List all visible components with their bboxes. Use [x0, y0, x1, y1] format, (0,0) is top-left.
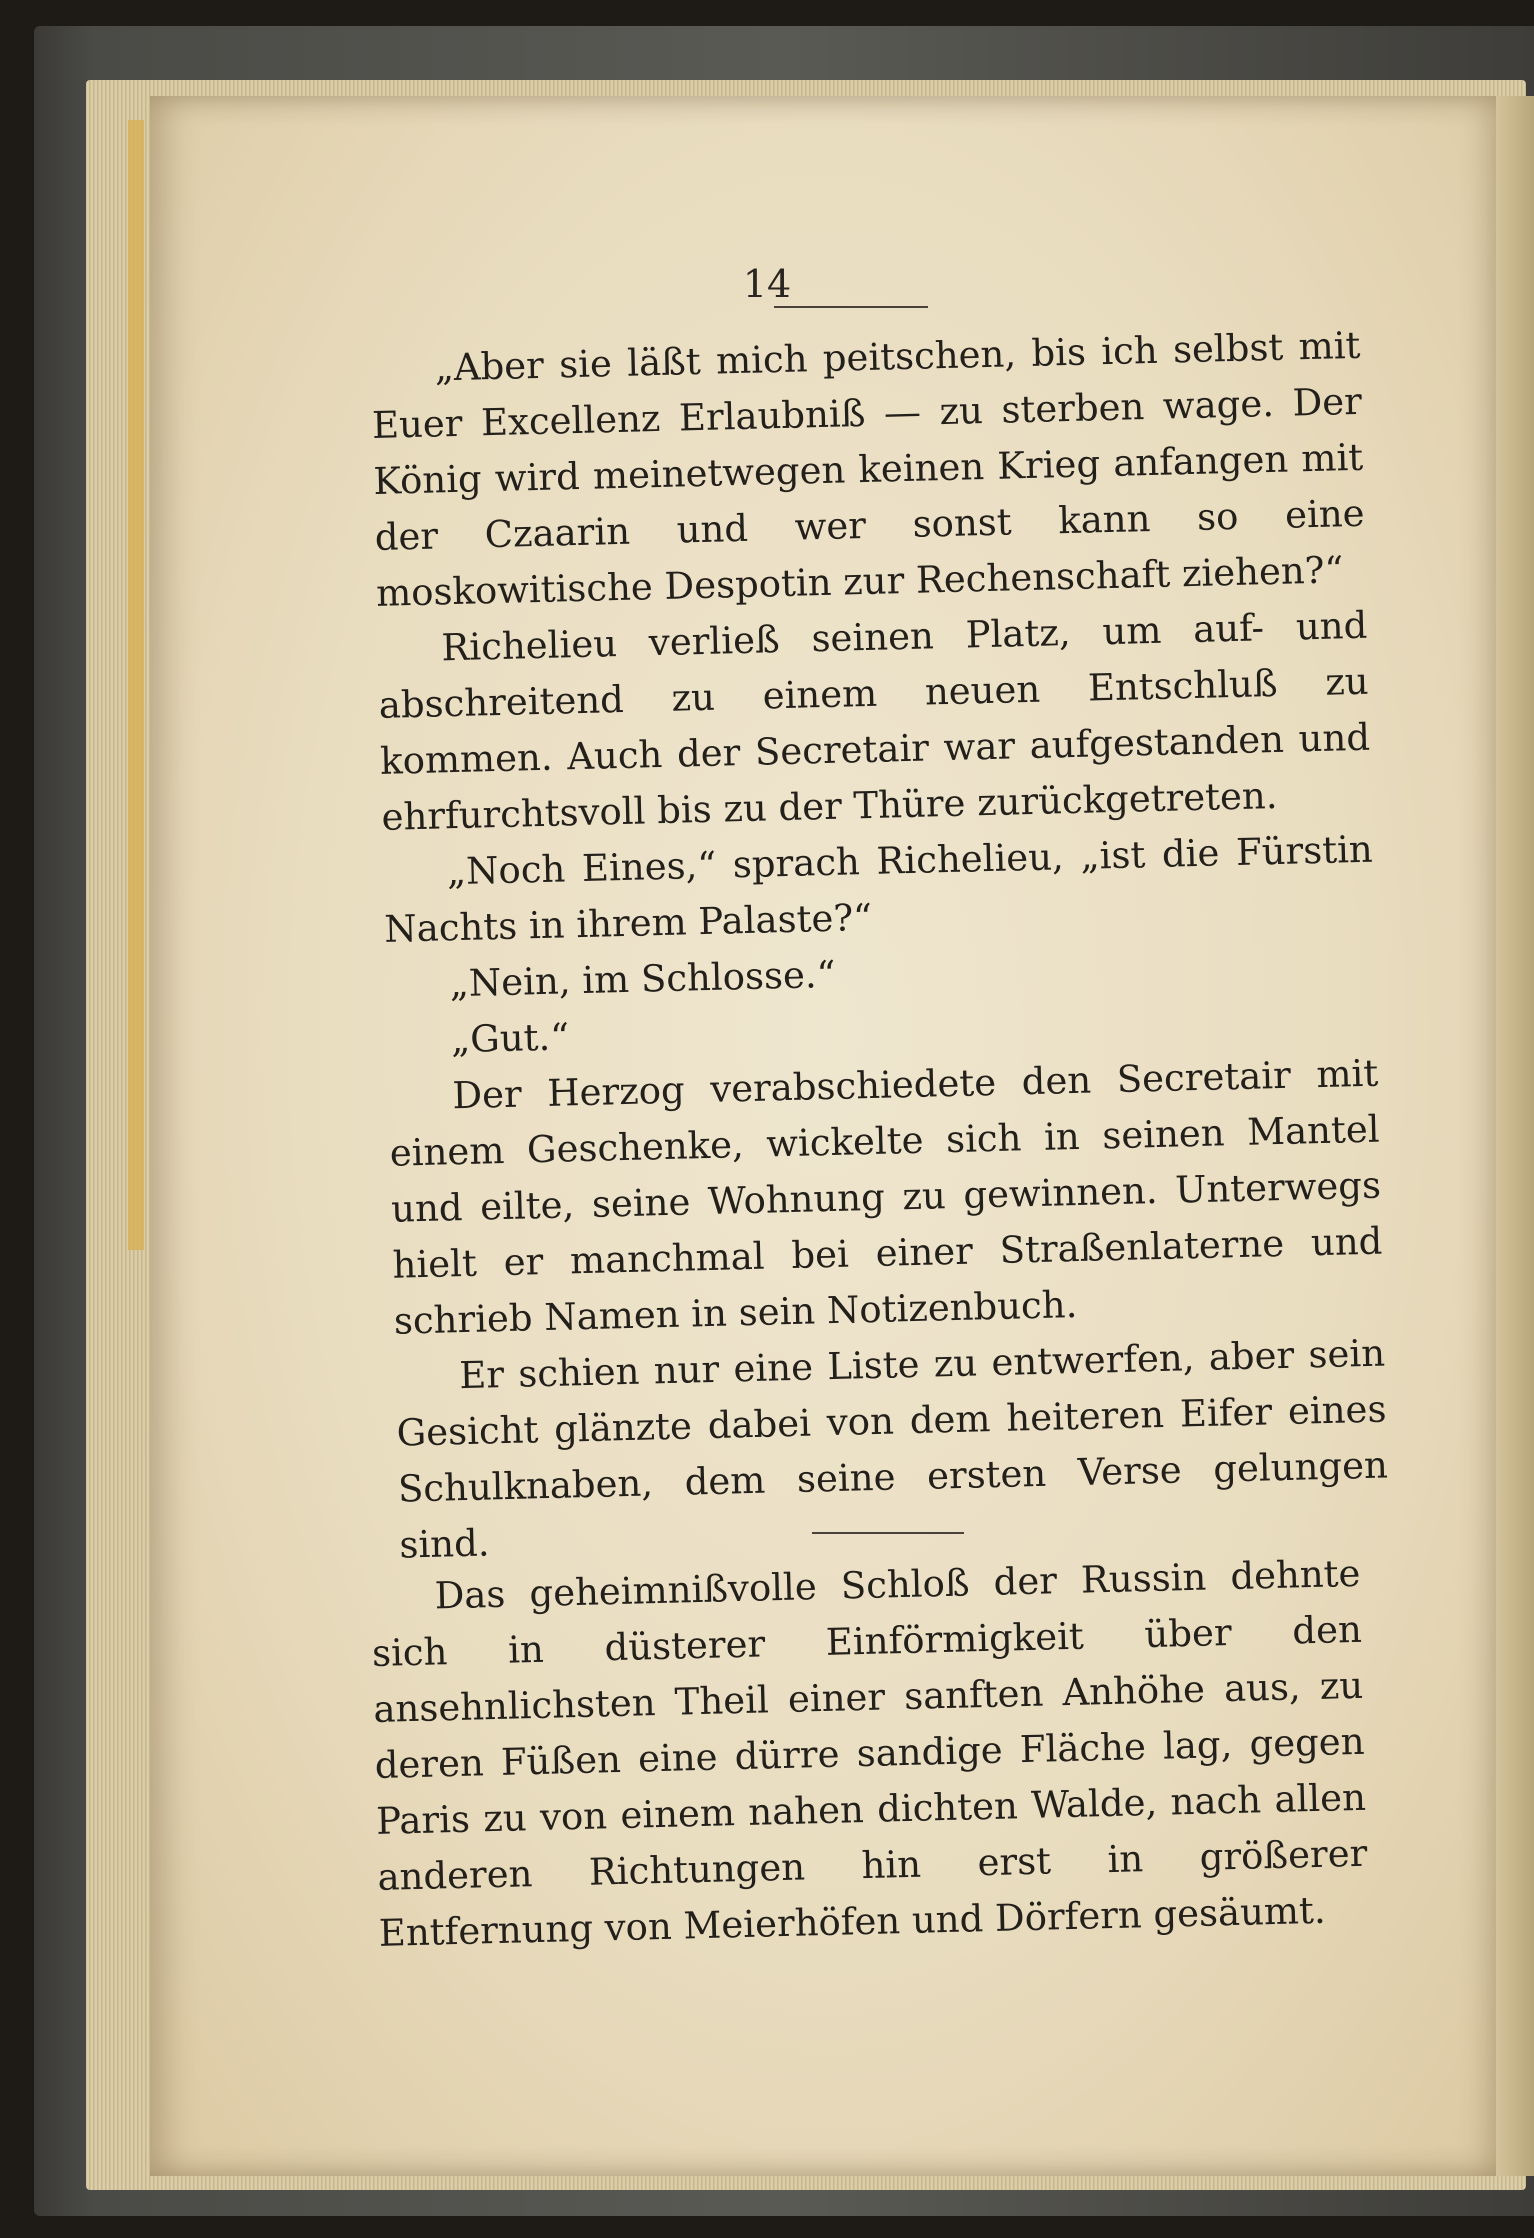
- paragraph: Der Herzog verabschiedete den Secretair mit einem Geschenke, wickelte sich in seinen Mantel und eilte, seine Wohnung zu gewinnen. Unterwegs hielt er manchmal bei einer Straßenlaterne und schrieb Namen in sein Notizenbuch.: [389, 1051, 1383, 1343]
- section-divider: [812, 1532, 964, 1534]
- paragraph: Richelieu verließ seinen Platz, um auf- und abschreitend zu einem neuen Entschluß zu kommen. Auch der Secretair war aufgestanden und ehrfurchtsvoll bis zu der Thüre zurückgetreten.: [378, 603, 1371, 839]
- header-rule: [774, 306, 928, 308]
- text-block-bottom: [370, 1546, 1369, 1962]
- paragraph: „Noch Eines,“ sprach Richelieu, „ist die Fürstin Nachts in ihrem Palaste?“: [383, 827, 1374, 951]
- paragraph: „Gut.“: [450, 1015, 570, 1062]
- paragraph: „Nein, im Schlosse.“: [449, 952, 836, 1006]
- text-block-top: [370, 318, 1390, 1574]
- paragraph: Er schien nur eine Liste zu entwerfen, aber sein Gesicht glänzte dabei von dem heiteren Eifer eines Schulknaben, dem seine ersten Verse gelungen sind.: [396, 1331, 1389, 1567]
- right-page-edge: [1496, 96, 1534, 2176]
- paragraph: „Aber sie läßt mich peitschen, bis ich selbst mit Euer Excellenz Erlaubniß — zu sterben wage. Der König wird meinetwegen keinen Krieg anfangen mit der Czaarin und wer sonst kann so eine moskowitische Despotin zur Rechenschaft ziehen?“: [371, 323, 1366, 615]
- paragraph: Das geheimnißvolle Schloß der Russin dehnte sich in düsterer Einförmigkeit über den ansehnlichsten Theil einer sanften Anhöhe aus, zu deren Füßen eine dürre sandige Fläche lag, gegen Paris zu von einem nahen dichten Walde, nach allen anderen Richtungen hin erst in größerer Entfernung von Meierhöfen und Dörfern gesäumt.: [371, 1551, 1368, 1955]
- page-number: 14: [742, 262, 792, 306]
